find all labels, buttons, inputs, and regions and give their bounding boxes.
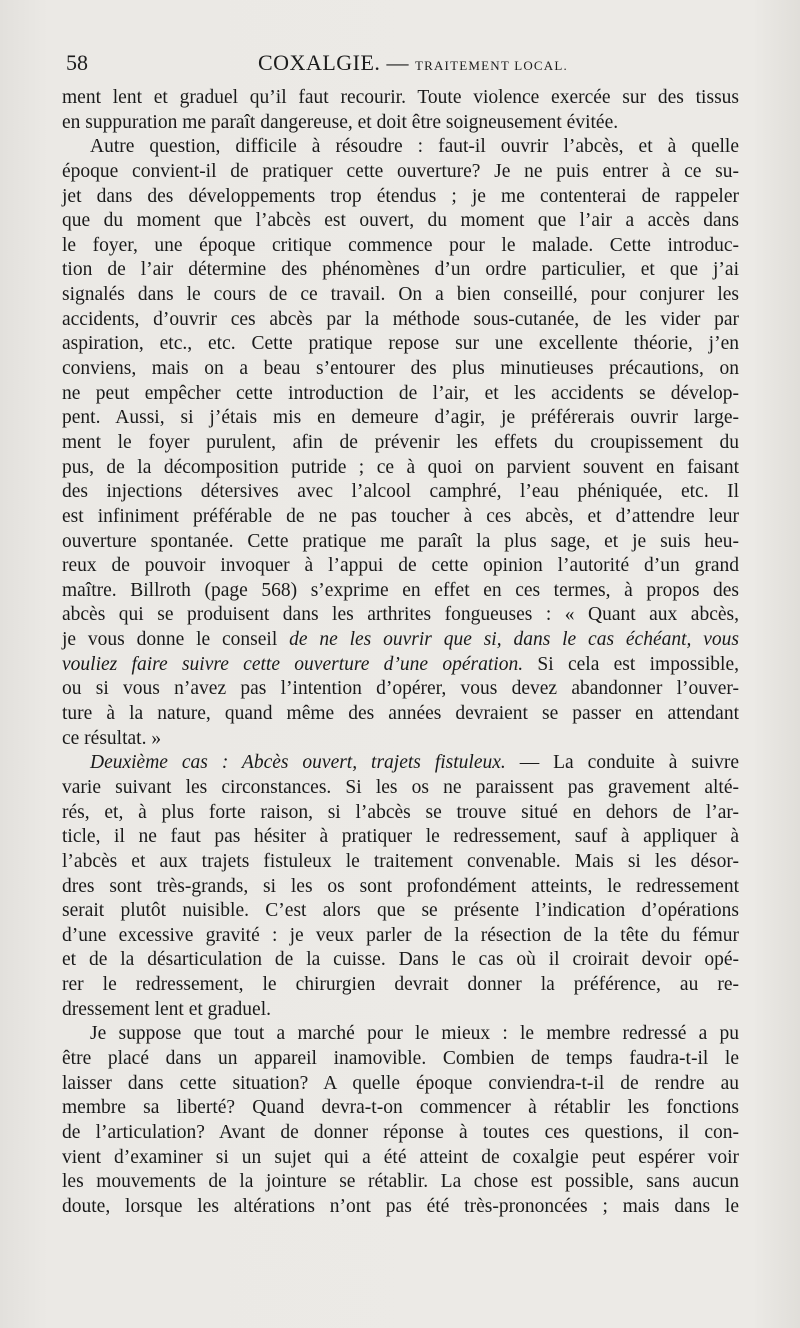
text-line	[62, 86, 739, 111]
running-head	[258, 50, 568, 76]
text-line	[62, 948, 739, 973]
text: être placé dans un appareil inamovible. Combien de temps faudra-t-il le	[62, 1047, 739, 1069]
text-line	[62, 1072, 739, 1097]
text-line	[62, 1170, 739, 1195]
text: reux de pouvoir invoquer à l’appui de cette opinion l’autorité d’un grand	[62, 555, 739, 577]
italic-text: de ne les ouvrir que si, dans le cas échéant, vous	[289, 629, 739, 651]
text: dres sont très-grands, si les os sont profondément atteints, le redressement	[62, 875, 739, 897]
text-line	[62, 308, 739, 333]
text: et de la désarticulation de la cuisse. Dans le cas où il croirait devoir opé-	[62, 949, 739, 971]
text: des injections détersives avec l’alcool camphré, l’eau phéniquée, etc. Il	[62, 481, 739, 503]
text: époque convient-il de pratiquer cette ouverture? Je ne puis entrer à ce su-	[62, 160, 739, 182]
running-head-dash: —	[386, 50, 409, 75]
text-line	[62, 973, 739, 998]
text: dressement lent et graduel.	[62, 998, 272, 1020]
text: aspiration, etc., etc. Cette pratique repose sur une excellente théorie, j’en	[62, 333, 739, 355]
italic-text: Deuxième cas : Abcès ouvert, trajets fistuleux.	[90, 752, 506, 774]
text-line	[62, 801, 739, 826]
running-head-title: COXALGIE.	[258, 50, 381, 75]
text: tion de l’air détermine des phénomènes d’un ordre particulier, et que j’ai	[62, 259, 739, 281]
body-text	[62, 86, 739, 1219]
text-line	[62, 258, 739, 283]
text: d’une excessive gravité : je veux parler de la résection de la tête du fémur	[62, 924, 739, 946]
text-line	[62, 825, 739, 850]
text: pent. Aussi, si j’étais mis en demeure d’agir, je préférerais ouvrir large-	[62, 407, 739, 429]
text: Si cela est impossible,	[523, 653, 739, 675]
text-line	[62, 382, 739, 407]
text-line	[62, 603, 739, 628]
text: ticle, il ne faut pas hésiter à pratiquer le redressement, sauf à appliquer à	[62, 826, 739, 848]
text-line	[62, 480, 739, 505]
text: Je suppose que tout a marché pour le mieux : le membre redressé a pu	[90, 1023, 739, 1045]
text-line	[62, 1195, 739, 1220]
text: ment lent et graduel qu’il faut recourir. Toute violence exercée sur des tissus	[62, 87, 739, 108]
text: ou si vous n’avez pas l’intention d’opérer, vous devez abandonner l’ouver-	[62, 678, 739, 700]
text: ouverture spontanée. Cette pratique me paraît la plus sage, et je suis heu-	[62, 530, 739, 552]
running-head-subtitle: TRAITEMENT LOCAL.	[414, 58, 568, 73]
text: les mouvements de la jointure se rétablir. La chose est possible, sans aucun	[62, 1171, 739, 1193]
text-line	[62, 283, 739, 308]
text-line	[62, 899, 739, 924]
text-line	[62, 505, 739, 530]
text: ce résultat. »	[62, 727, 162, 749]
text: ment le foyer purulent, afin de prévenir les effets du croupissement du	[62, 431, 739, 453]
text-line	[62, 579, 739, 604]
text: ture à la nature, quand même des années devraient se passer en attendant	[62, 703, 739, 725]
text-line	[62, 1146, 739, 1171]
text-line	[62, 530, 739, 555]
text: pus, de la décomposition putride ; ce à quoi on parvient souvent en faisant	[62, 456, 739, 478]
text-line	[62, 677, 739, 702]
text-line	[62, 234, 739, 259]
text-line	[62, 924, 739, 949]
text: je vous donne le conseil	[62, 629, 290, 651]
text: que du moment que l’abcès est ouvert, du moment que l’air a accès dans	[62, 210, 739, 232]
text-line	[62, 554, 739, 579]
text: membre sa liberté? Quand devra-t-on commencer à rétablir les fonctions	[62, 1097, 739, 1119]
text-line	[62, 135, 739, 160]
text-line	[62, 776, 739, 801]
text-line	[62, 160, 739, 185]
text-line	[62, 357, 739, 382]
text: rer le redressement, le chirurgien devrait donner la préférence, au re-	[62, 974, 739, 996]
text-line	[62, 185, 739, 210]
text: de l’articulation? Avant de donner réponse à toutes ces questions, il con-	[62, 1121, 739, 1143]
text-line	[62, 1121, 739, 1146]
text: accidents, d’ouvrir ces abcès par la méthode sous-cutanée, de les vider par	[62, 308, 739, 330]
text-line	[62, 751, 739, 776]
text-line	[62, 727, 739, 752]
text-line	[62, 628, 739, 653]
text-line	[62, 332, 739, 357]
text: vient d’examiner si un sujet qui a été atteint de coxalgie peut espérer voir	[62, 1146, 739, 1168]
text-line	[62, 209, 739, 234]
text: serait plutôt nuisible. C’est alors que se présente l’indication d’opérations	[62, 900, 739, 922]
text: maître. Billroth (page 568) s’exprime en effet en ces termes, à propos des	[62, 579, 739, 601]
text-line	[62, 653, 739, 678]
text: — La conduite à suivre	[505, 752, 739, 774]
text: le foyer, une époque critique commence pour le malade. Cette introduc-	[62, 234, 739, 256]
text-line	[62, 850, 739, 875]
text-line	[62, 406, 739, 431]
text-line	[62, 702, 739, 727]
text: abcès qui se produisent dans les arthrites fongueuses : « Quant aux abcès,	[62, 604, 739, 626]
text-line	[62, 1096, 739, 1121]
text-line	[62, 875, 739, 900]
text-line	[62, 431, 739, 456]
text: rés, et, à plus forte raison, si l’abcès se trouve situé en dehors de l’ar-	[62, 801, 739, 823]
text-line	[62, 1047, 739, 1072]
italic-text: vouliez faire suivre cette ouverture d’une opération.	[62, 653, 524, 675]
text: ne peut empêcher cette introduction de l’air, et les accidents se dévelop-	[62, 382, 739, 404]
text-line	[62, 998, 739, 1023]
text: doute, lorsque les altérations n’ont pas été très-prononcées ; mais dans le	[62, 1195, 739, 1217]
text: est infiniment préférable de ne pas toucher à ces abcès, et d’attendre leur	[62, 505, 739, 527]
text: varie suivant les circonstances. Si les os ne paraissent pas gravement alté-	[62, 776, 739, 798]
text: conviens, mais on a beau s’entourer des plus minutieuses précautions, on	[62, 358, 739, 380]
text: jet dans des développements trop étendus ; je me contenterai de rappeler	[62, 185, 739, 207]
text-line	[62, 456, 739, 481]
text-line	[62, 111, 739, 136]
page-number: 58	[66, 50, 88, 75]
text: l’abcès et aux trajets fistuleux le traitement convenable. Mais si les désor-	[62, 850, 739, 872]
text: Autre question, difficile à résoudre : faut-il ouvrir l’abcès, et à quelle	[90, 136, 739, 158]
text: laisser dans cette situation? A quelle époque conviendra-t-il de rendre au	[62, 1072, 739, 1094]
text: en suppuration me paraît dangereuse, et doit être soigneusement évitée.	[62, 111, 619, 133]
page-header	[66, 44, 738, 80]
text: signalés dans le cours de ce travail. On a bien conseillé, pour conjurer les	[62, 284, 739, 306]
text-line	[62, 1022, 739, 1047]
